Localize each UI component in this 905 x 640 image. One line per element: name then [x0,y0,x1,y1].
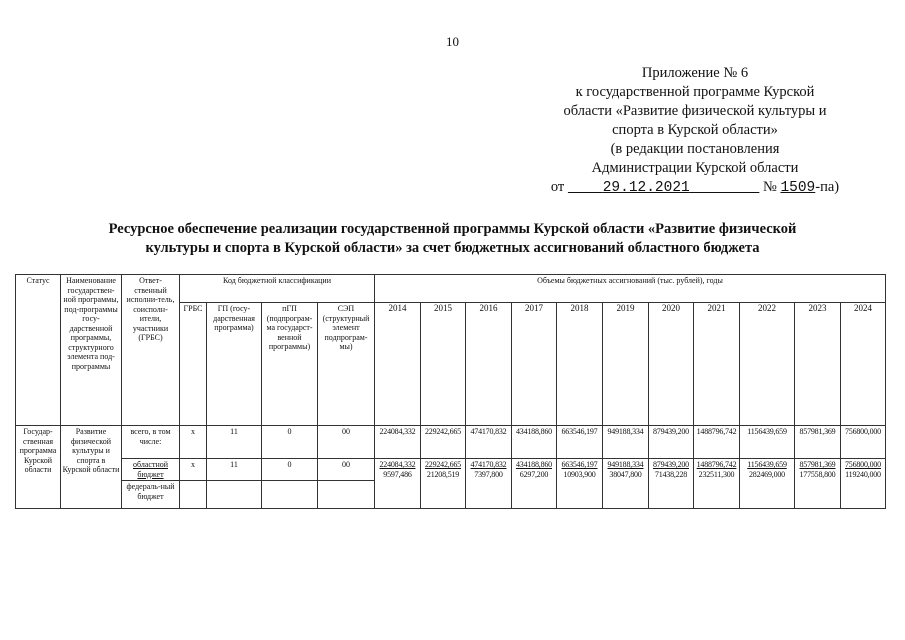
federal-value: 119240,000 [845,469,881,479]
row-sep: 00 [318,426,375,459]
appendix-line-5: (в редакции постановления [610,141,780,157]
federal-value: 21208,519 [426,469,460,479]
total-value: 229242,665 [421,426,466,459]
federal-value: 177558,800 [799,469,836,479]
header-year: 2015 [421,303,466,426]
header-name: Наименование государствен-ной программы, под-программы госу-дарственной программы, структурного элемента под-программы [61,275,122,426]
row-grbs: х [180,426,207,459]
total-value: 1156439,659 [740,426,795,459]
decree-number: 1509 [780,180,816,196]
regional-value: 949188,334 [607,460,644,469]
page-number: 10 [446,34,459,49]
regional-value: 879439,200 [652,460,689,469]
row-sep: 00 [318,459,375,481]
appendix-header [545,64,845,198]
row-grbs: х [180,459,207,481]
year-values-2023 [795,459,841,509]
row-gp: 11 [207,426,262,459]
row-pgp: 0 [262,459,318,481]
row-gp: 11 [207,459,262,481]
appendix-line-3: области «Развитие физической культуры и [563,103,827,119]
number-prefix: № [762,179,777,195]
row-sep-empty [318,481,375,509]
decree-date-value: 29.12.2021 [602,180,690,196]
header-sep: СЭП (структурный элемент подпрограм-мы) [318,303,375,426]
appendix-line-1: Приложение № 6 [641,65,749,81]
budget-table [15,274,886,509]
number-suffix: -па) [815,179,840,195]
decree-date [568,180,759,196]
header-gp: ГП (госу-дарственная программа) [207,303,262,426]
regional-value: 857981,369 [799,460,836,469]
year-values-2019 [603,459,649,509]
row-name: Развитие физической культуры и спорта в Курской области [61,426,122,509]
regional-value: 756800,000 [844,460,881,469]
header-year: 2023 [795,303,841,426]
total-value: 756800,000 [841,426,886,459]
regional-value: 1488796,742 [696,460,737,469]
year-values-2016 [466,459,512,509]
header-status: Статус [16,275,61,426]
header-year: 2021 [694,303,740,426]
federal-value: 71438,228 [654,469,688,479]
header-budget-code: Код бюджетной классификации [180,275,375,303]
header-year: 2022 [740,303,795,426]
appendix-date-line [545,178,845,198]
year-values-2014 [375,459,421,509]
header-year: 2017 [512,303,557,426]
federal-value: 38047,800 [609,469,642,479]
year-values-2022 [740,459,795,509]
date-prefix: от [550,179,565,195]
year-values-2017 [512,459,557,509]
appendix-line-2: к государственной программе Курской [575,84,815,100]
header-year: 2019 [603,303,649,426]
header-year: 2020 [649,303,694,426]
appendix-line-4: спорта в Курской области» [612,122,778,138]
header-year: 2024 [841,303,886,426]
header-pgp: пГП (подпрограм-ма государст-венной программы) [262,303,318,426]
federal-value: 6297,200 [519,469,549,479]
row-regional-label [122,459,180,481]
regional-budget-label: областной бюджет [132,460,169,479]
header-volumes: Объемы бюджетных ассигнований (тыс. рублей), годы [375,275,886,303]
year-values-2021 [694,459,740,509]
year-values-2015 [421,459,466,509]
regional-value: 434188,860 [515,460,552,469]
row-pgp-empty [262,481,318,509]
total-value: 224084,332 [375,426,421,459]
title-line-2: культуры и спорта в Курской области» за счет бюджетных ассигнований областного бюджета [145,240,760,256]
regional-value: 1156439,659 [747,460,787,469]
regional-value: 229242,665 [424,460,461,469]
federal-value: 10903,900 [563,469,596,479]
header-year: 2016 [466,303,512,426]
regional-value: 663546,197 [561,460,598,469]
year-values-2024 [841,459,886,509]
regional-value: 224084,332 [379,460,416,469]
row-pgp: 0 [262,426,318,459]
total-value: 474170,832 [466,426,512,459]
header-year: 2014 [375,303,421,426]
header-responsible: Ответ-ственный исполни-тель, соисполн-ители, участники (ГРБС) [122,275,180,426]
header-grbs: ГРБС [180,303,207,426]
federal-value: 282469,000 [748,469,785,479]
regional-value: 474170,832 [470,460,507,469]
total-value: 857981,369 [795,426,841,459]
year-values-2020 [649,459,694,509]
federal-value: 232511,300 [698,469,735,479]
row-gp-empty [207,481,262,509]
row-status: Государ-ственная программа Курской области [16,426,61,509]
total-value: 949188,334 [603,426,649,459]
total-value: 879439,200 [649,426,694,459]
federal-value: 7397,800 [474,469,503,479]
row-federal-label: федераль-ный бюджет [122,481,180,509]
header-year: 2018 [557,303,603,426]
row-grbs-empty [180,481,207,509]
total-value: 663546,197 [557,426,603,459]
federal-value: 9597,486 [383,469,412,479]
document-title [70,220,835,258]
row-total-label: всего, в том числе: [122,426,180,459]
year-values-2018 [557,459,603,509]
total-value: 1488796,742 [694,426,740,459]
appendix-line-6: Администрации Курской области [591,160,799,176]
total-value: 434188,860 [512,426,557,459]
title-line-1: Ресурсное обеспечение реализации государственной программы Курской области «Развитие физической [108,221,797,237]
